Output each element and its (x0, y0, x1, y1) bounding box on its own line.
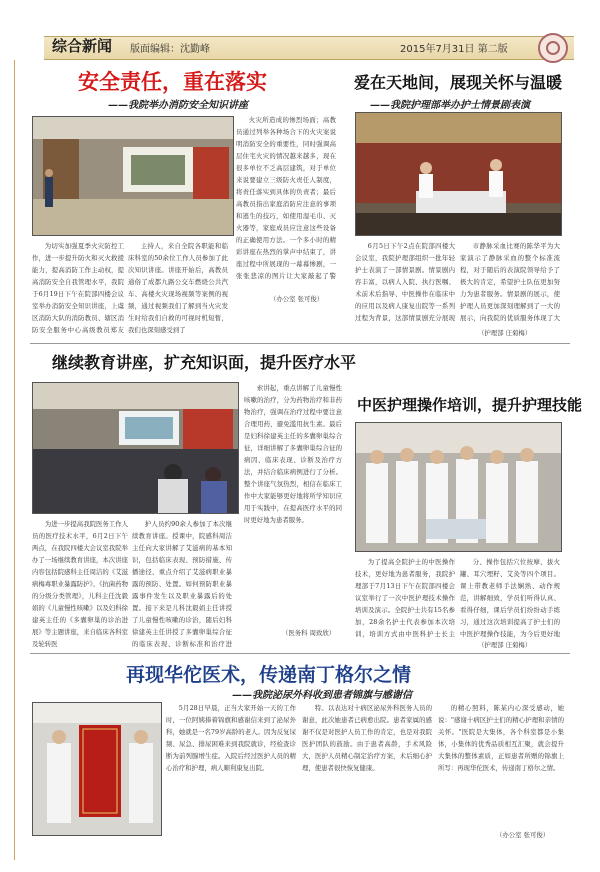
article1-col-right: 火灾所造成的惨烈场面；高教员通过列举各种场合下的火灾案说明消防安全的重要性，同时强调高层住宅火灾的情况越来越多，现在很多单位不乏高层建筑，对于单位来说要建立三级防火责任人制度，将责任落实到具体的负责者；最后高教员指出家庭消防应注意的事项和逃生的技巧，如使用湿毛巾、灭火器等，家庭成员应注意这些设备的正确使用方法。一个多小时的精彩讲座在热烈的掌声中结束了，讲座过程中所展现的一幕幕惨剧，一张张悲凉的图片让大家敲起了警 (236, 116, 336, 280)
article5-col-mid: 特。以表达对十病区泌尿外科医务人员的谢意，此次她患者已病愈出院。患者家属的感谢不仅是对医护人员工作的肯定，也是对我院医护团队的鼓励。由于患者高龄，手术风险大，医护人员精心制定治疗方案，术后细心护理，使患者很快恢复健康。 (302, 704, 432, 772)
article3-col-mid: 护人员约90余人参加了本次继续教育讲座。授课中，院感科周洁主任向大家讲解了艾滋病的基本知识，包括临床表现、预防措施、传播途径、重点介绍了艾滋病职业暴露的预防、处置。如何预防职业暴露事件发生以及职业暴露后的处置。接下来是儿科沈毅娟主任讲授了儿童慢性咳嗽的诊治，随后妇科徐建英主任讲授了多囊卵巢综合征的临床表现、诊断标准和治疗进 (132, 520, 232, 648)
article5-signature: （办公室 张可俊） (496, 831, 550, 839)
article1-title: 安全责任，重在落实 (78, 70, 267, 94)
article2-subtitle: ——我院护理部举办护士情景剧表演 (370, 100, 530, 111)
article3-title: 继续教育讲座，扩充知识面，提升医疗水平 (52, 353, 357, 372)
article2-col-right: 市静脉采血比赛的陈华平为大家演示了静脉采血的整个标准流程，对于随后的表演院领导给予了极大的肯定，希望护士队伍更加努力为患者服务。情景剧的展示，使护理人员更加深刻理解到了一大的展示，向我院的优质服务体现了大 (460, 242, 560, 322)
photo-nurse-drama (355, 112, 562, 236)
article3-col-right: 索讲起，重点讲解了儿童慢性咳嗽的治疗，分为药物治疗和非药物治疗，强调在治疗过程中要注意合理用药，避免滥用抗生素。最后是妇科徐建英主任的多囊卵巢综合征，详细讲解了多囊卵巢综合征的病因、临床表现、诊断及治疗方法，并结合临床病例进行了分析。整个讲座气氛热烈，相信在临床工作中大家能够更好地将所学知识应用于实践中，在提高医疗水平的同时更好地为患者服务。 (244, 384, 342, 524)
article4-signature: （护理部 庄菊梅） (478, 641, 532, 649)
article3-col-left: 为进一步提高我院医务工作人员的医疗技术水平，6月2日下午两点，在我院四楼大会议室我院举办了一场继续教育讲座，本次讲座内容包括院感科主任周洁的《艾滋病梅毒职业暴露防护》、《抗菌药物的分级分类管理》，儿科主任沈毅娟的《儿童慢性咳嗽》以及妇科徐建英主任的《多囊卵巢的诊治进展》等主题讲座，来自临床各科室及轮转医 (32, 520, 128, 648)
editor-credit: 版面编辑：沈勤峰 (130, 44, 210, 55)
article3-signature: （医务科 周致欣） (282, 629, 336, 637)
article1-col-mid: 主持人，来自全院各职能和临床科室的50余位工作人员参加了此次知识讲座。讲座开始后，高教员通俗了成都九路公交车燃烧公共汽车、高楼火灾现场视频等案例的视频，通过视频我们了解到当火灾发生时给我们自救的可视时机短暂，我们也深刻感受到了 (128, 242, 228, 334)
article1-signature: （办公室 张可俊） (270, 295, 324, 303)
section-divider (30, 343, 570, 344)
section-divider-2 (30, 653, 570, 654)
article4-col-right: 分、操作包括穴位按摩、拔火罐、耳穴埋籽、艾灸等四个项目。课上带教老师手法娴熟、动作规范，讲解细致，学员们听得认真、看得仔细，课后学员们纷纷动手练习，通过这次培训提高了护士们的中医护理操作技能，为今后更好地 (460, 558, 560, 638)
article2-signature: （护理部 庄菊梅） (478, 329, 532, 337)
article2-title: 爱在天地间，展现关怀与温暖 (354, 73, 563, 92)
page-header (0, 0, 600, 60)
photo-banner-presentation (32, 702, 162, 836)
photo-education-lecture (32, 382, 239, 514)
article5-col-right: 的精心照料，陈某内心深受感动，她说："感谢十病区护士们的精心护理和亲情的关怀。"医院是大集体，各个科室都是小集体，小集体的优秀品质相互汇聚，就会提升大集体的整体素质，正如患者所赠的锦旗上所写：再现华佗医术，传递南丁格尔之情。 (438, 704, 564, 772)
hospital-seal-icon (538, 33, 568, 63)
issue-date: 2015年7月31日 第二版 (400, 44, 508, 55)
article4-title: 中医护理操作培训，提升护理技能 (357, 396, 583, 414)
left-rule (14, 60, 15, 860)
photo-nurse-training (355, 422, 562, 552)
section-title: 综合新闻 (52, 37, 113, 55)
article5-col-left: 5月28日早晨，正当大家开始一天的工作时，一位阿姨捧着锦旗和感谢信来到了泌尿外科，她就是一名79岁高龄的老人。因为反复尿频、尿急、排尿困难来到我院就诊，经检查诊断为前列腺增生症。入院后经过医护人员的精心治疗和护理，病人顺利康复出院。 (166, 704, 296, 772)
article5-subtitle: ——我院泌尿外科收到患者锦旗与感谢信 (232, 690, 412, 701)
article5-title: 再现华佗医术，传递南丁格尔之情 (126, 664, 412, 686)
photo-fire-lecture (32, 116, 234, 236)
article1-col-left: 为切实加强夏季火灾防控工作，进一步提升防火和灭火救援能力，提高消防工作主动权，提高消防安全自我管理水平，我院于6月19日下午在院部四楼会议室举办消防安全知识讲座，上虞区消防大队的消防教员、辖区消防安全服务中心高级教员郑友 (32, 242, 124, 334)
article4-col-left: 为了提高全院护士的中医操作技术，更好地为患者服务，我院护理部于7月13日下午在院部四楼会议室举行了一次中医护理技术操作培训及演示。全院护士共有15名参加，28余名护士代表参加本次培训，培训方式由中医科护士长主 (355, 558, 455, 638)
article1-subtitle: ——我院举办消防安全知识讲座 (108, 100, 248, 111)
article2-col-left: 6月5日下午2点在院部四楼大会议室，我院护理部组织一批年轻护士表演了一部情景剧。情景剧内容丰富，以病人入院、执行医嘱、术前术后指导、中医操作在临床中的应用以及病人康复出院等一系列过程为背景，这部情景剧充分展现 (355, 242, 455, 322)
